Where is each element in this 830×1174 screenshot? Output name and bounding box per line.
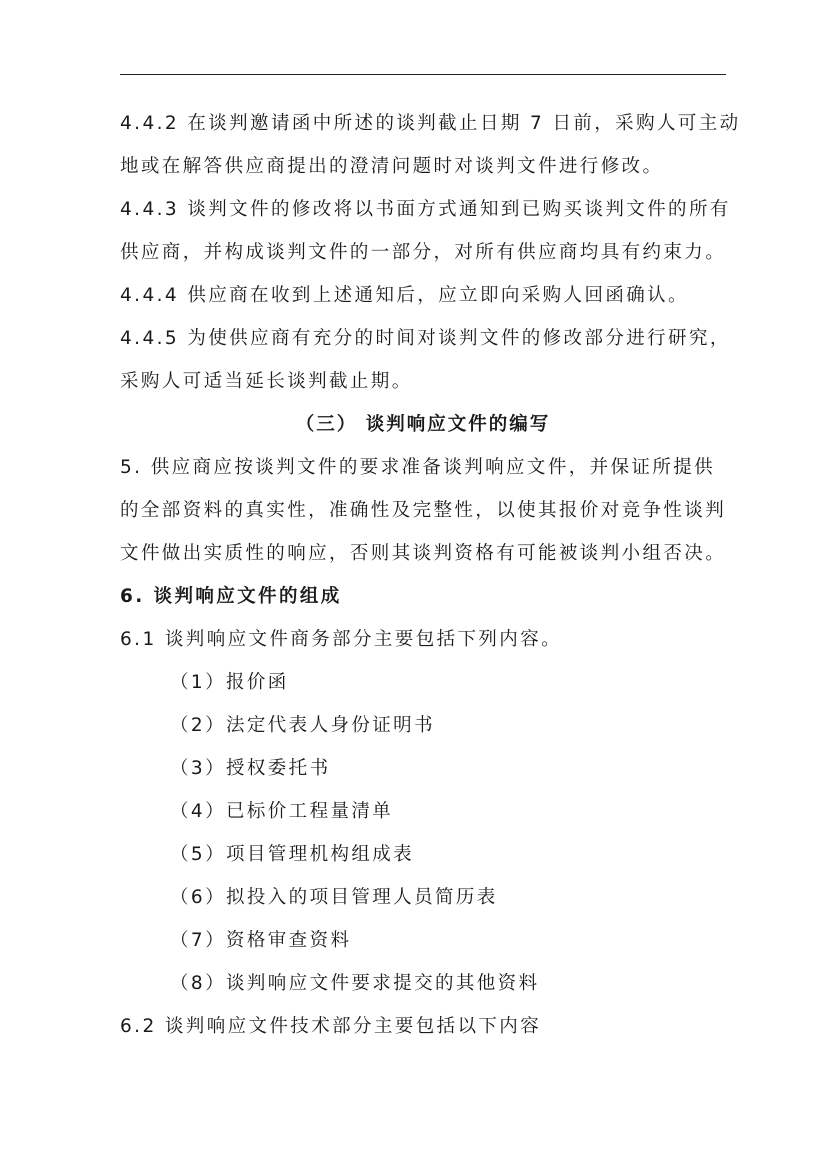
paragraph-4-4-2-line2: 地或在解答供应商提出的澄清问题时对谈判文件进行修改。 [120,156,664,177]
list-item: （2）法定代表人身份证明书 [170,715,435,736]
section-heading: （三） 谈判响应文件的编写 [295,414,551,435]
section-5-line2: 的全部资料的真实性，准确性及完整性，以使其报价对竞争性谈判 [120,500,727,521]
list-item: （1）报价函 [170,672,289,693]
list-item: （7）资格审查资料 [170,930,352,951]
header-rule [120,74,726,75]
section-5-line3: 文件做出实质性的响应，否则其谈判资格有可能被谈判小组否决。 [120,543,727,564]
list-item: （8）谈判响应文件要求提交的其他资料 [170,973,540,994]
paragraph-4-4-3-line1: 4.4.3 谈判文件的修改将以书面方式通知到已购买谈判文件的所有 [120,199,731,220]
section-6-2: 6.2 谈判响应文件技术部分主要包括以下内容 [120,1016,542,1037]
list-item: （4）已标价工程量清单 [170,801,394,822]
paragraph-4-4-4: 4.4.4 供应商在收到上述通知后，应立即向采购人回函确认。 [120,285,689,306]
paragraph-4-4-5-line2: 采购人可适当延长谈判截止期。 [120,371,413,392]
section-6-heading: 6. 谈判响应文件的组成 [120,586,342,607]
paragraph-4-4-5-line1: 4.4.5 为使供应商有充分的时间对谈判文件的修改部分进行研究， [120,328,731,349]
section-5-line1: 5. 供应商应按谈判文件的要求准备谈判响应文件，并保证所提供 [120,457,716,478]
document-body [120,102,741,1048]
section-6-1: 6.1 谈判响应文件商务部分主要包括下列内容。 [120,629,563,650]
paragraph-4-4-3-line2: 供应商，并构成谈判文件的一部分，对所有供应商均具有约束力。 [120,242,727,263]
list-item: （6）拟投入的项目管理人员简历表 [170,887,498,908]
list-item: （5）项目管理机构组成表 [170,844,415,865]
paragraph-4-4-2-line1: 4.4.2 在谈判邀请函中所述的谈判截止日期 7 日前，采购人可主动 [120,113,741,134]
list-item: （3）授权委托书 [170,758,331,779]
